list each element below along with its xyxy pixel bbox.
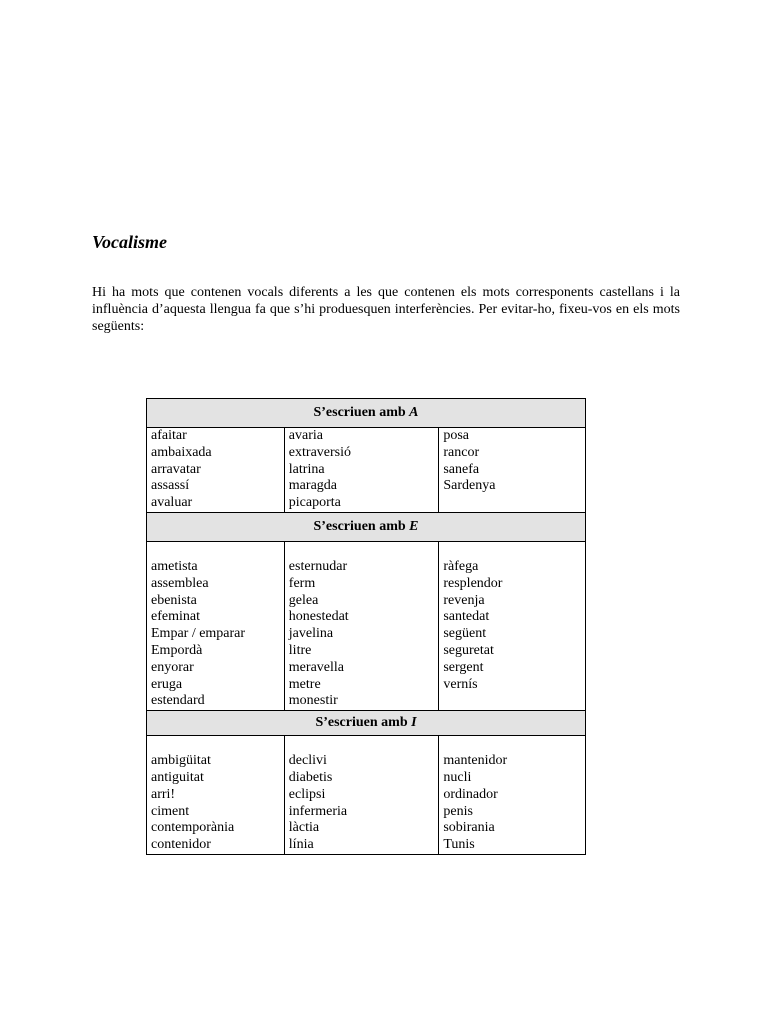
word-column xyxy=(439,541,586,710)
vocab-table xyxy=(146,398,586,855)
word-column xyxy=(147,428,285,513)
word-item: eruga xyxy=(151,676,183,692)
word-item: següent xyxy=(443,626,487,642)
word-item: Sardenya xyxy=(443,478,496,494)
word-item: ebenista xyxy=(151,592,197,608)
word-item: infermeria xyxy=(288,803,348,819)
section-header-row xyxy=(147,711,586,736)
section-title: Vocalisme xyxy=(92,232,167,252)
word-item: extraversió xyxy=(288,444,351,460)
word-item: posa xyxy=(443,428,470,443)
section-heading xyxy=(147,512,586,541)
word-item: contenidor xyxy=(151,837,211,853)
word-item: enyorar xyxy=(151,659,194,675)
word-item: assassí xyxy=(151,478,190,494)
word-item: honestedat xyxy=(288,609,349,625)
word-column xyxy=(147,541,285,710)
word-item: sobirania xyxy=(443,820,495,836)
word-item: maragda xyxy=(288,478,337,494)
heading-prefix: S’escriuen amb xyxy=(313,404,410,420)
heading-prefix: S’escriuen amb xyxy=(315,714,412,730)
word-item: sergent xyxy=(443,659,484,675)
word-row xyxy=(147,428,586,513)
word-item: avaluar xyxy=(151,495,193,511)
word-item: seguretat xyxy=(443,642,494,658)
heading-letter: A xyxy=(409,404,419,420)
word-item: efeminat xyxy=(151,609,200,625)
word-item: declivi xyxy=(288,753,327,769)
word-item: gelea xyxy=(288,592,319,608)
word-item: picaporta xyxy=(288,495,341,511)
word-item: monestir xyxy=(288,693,338,709)
word-column xyxy=(284,736,439,855)
word-item: ordinador xyxy=(443,786,498,802)
word-item: sanefa xyxy=(443,461,480,477)
word-column xyxy=(439,428,586,513)
word-item: ambigüitat xyxy=(151,753,211,769)
word-item: diabetis xyxy=(288,769,333,785)
word-item: rancor xyxy=(443,444,480,460)
word-item: litre xyxy=(288,642,312,658)
word-row xyxy=(147,736,586,855)
word-item: contemporània xyxy=(151,820,235,836)
word-item: Empordà xyxy=(151,642,203,658)
word-item: antiguitat xyxy=(151,769,204,785)
heading-prefix: S’escriuen amb xyxy=(313,518,410,534)
word-item: javelina xyxy=(288,626,334,642)
section-heading xyxy=(147,711,586,736)
section-heading xyxy=(147,399,586,428)
word-item: ferm xyxy=(288,575,316,591)
word-item: vernís xyxy=(443,676,478,692)
word-item: ametista xyxy=(151,558,198,574)
word-item: làctia xyxy=(288,820,320,836)
word-item: meravella xyxy=(288,659,344,675)
word-item: latrina xyxy=(288,461,325,477)
word-column xyxy=(284,541,439,710)
word-column xyxy=(439,736,586,855)
word-item: esternudar xyxy=(288,558,348,574)
word-item: mantenidor xyxy=(443,753,508,769)
word-item: assemblea xyxy=(151,575,209,591)
word-item: santedat xyxy=(443,609,490,625)
heading-letter: E xyxy=(409,518,419,534)
section-header-row xyxy=(147,512,586,541)
heading-letter: I xyxy=(411,714,417,730)
word-item: arravatar xyxy=(151,461,201,477)
section-header-row xyxy=(147,399,586,428)
word-item: avaria xyxy=(288,428,323,443)
word-item: línia xyxy=(288,837,314,853)
word-item: ambaixada xyxy=(151,444,212,460)
word-item: penis xyxy=(443,803,473,819)
word-item: revenja xyxy=(443,592,485,608)
word-column xyxy=(284,428,439,513)
word-column xyxy=(147,736,285,855)
word-item: afaitar xyxy=(151,428,187,443)
word-item: estendard xyxy=(151,693,205,709)
word-item: ràfega xyxy=(443,558,479,574)
word-item: nucli xyxy=(443,769,472,785)
word-item: Empar / emparar xyxy=(151,626,246,642)
word-item: Tunis xyxy=(443,837,475,853)
word-row xyxy=(147,541,586,710)
intro-paragraph: Hi ha mots que contenen vocals diferents a les que contenen els mots corresponents castellans i la influència d’aquesta llengua fa que s’hi produesquen interferències. Per evitar-ho, fixeu-vos en els mots següents: xyxy=(92,285,680,334)
word-item: eclipsi xyxy=(288,786,326,802)
word-item: ciment xyxy=(151,803,190,819)
word-item: metre xyxy=(288,676,321,692)
word-item: resplendor xyxy=(443,575,503,591)
word-item: arri! xyxy=(151,786,176,802)
